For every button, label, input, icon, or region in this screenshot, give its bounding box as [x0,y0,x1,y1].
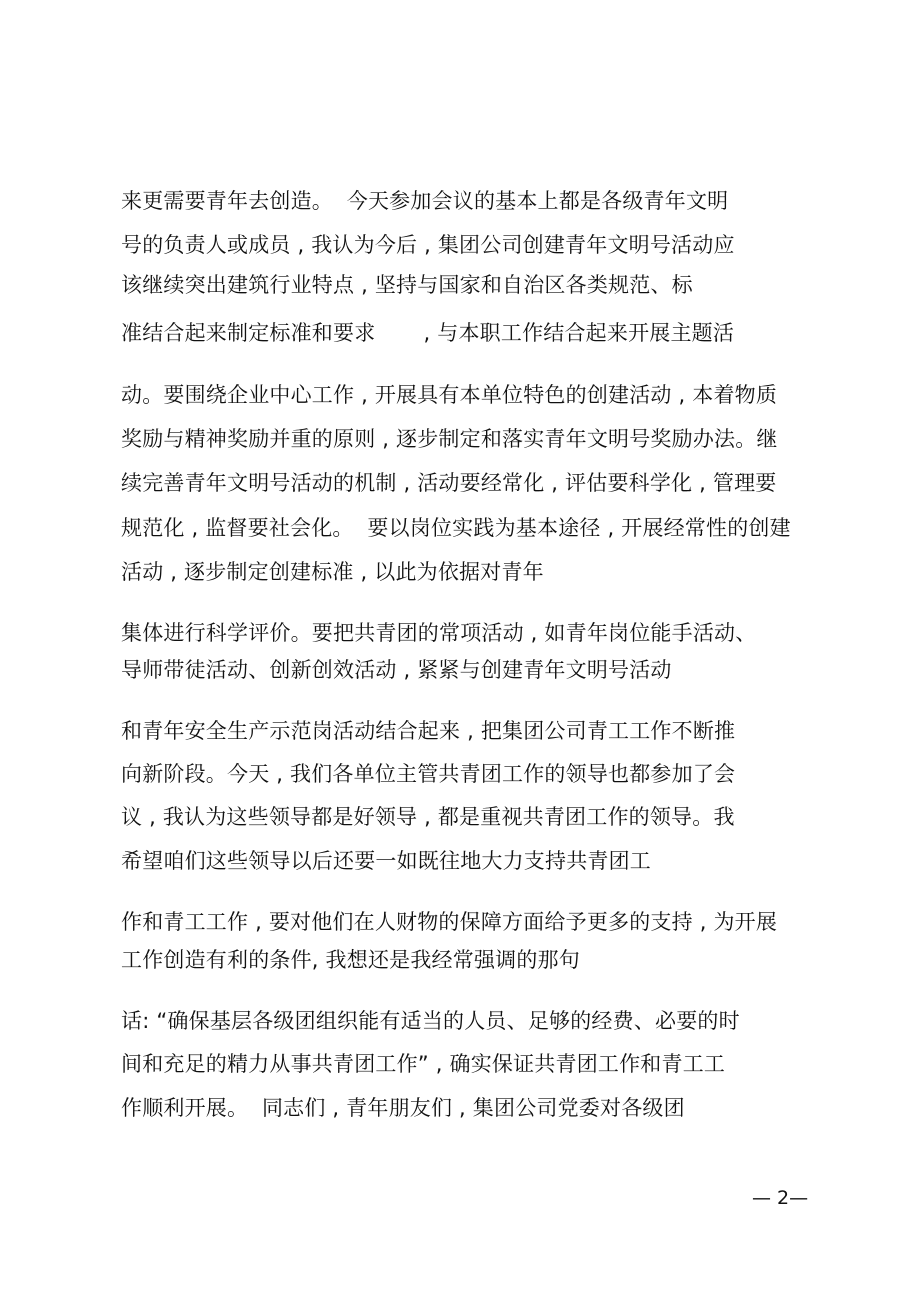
text-line-18: 话: “确保基层各级团组织能有适当的人员、足够的经费、必要的时 [121,1009,740,1033]
text-line-12: 和青年安全生产示范岗活动结合起来 , 把集团公司青工工作不断推 [121,719,736,743]
text-line-15: 希望咱们这些领导以后还要一如既往地大力支持共青团工 [121,849,651,873]
text-line-9: 活动 , 逐步制定创建标准 , 以此为依据对青年 [121,560,544,584]
page-number: — 2— [752,1187,809,1209]
text-line-13: 向新阶段。今天 , 我们各单位主管共青团工作的领导也都参加了会 [121,762,736,786]
text-line-11: 导师带徒活动、创新创效活动 , 紧紧与创建青年文明号活动 [121,658,672,682]
text-line-6: 奖励与精神奖励并重的原则 , 逐步制定和落实青年文明号奖励办法。继 [121,427,778,451]
text-line-16: 作和青工工作 , 要对他们在人财物的保障方面给予更多的支持 , 为开展 [121,910,778,934]
text-line-1: 来更需要青年去创造。 今天参加会议的基本上都是各级青年文明 [121,189,729,213]
text-line-3: 该继续突出建筑行业特点 , 坚持与国家和自治区各类规范、标 [121,273,693,297]
text-line-10: 集体进行科学评价。要把共青团的常项活动 , 如青年岗位能手活动、 [121,621,757,645]
text-line-17: 工作创造有利的条件, 我想还是我经常强调的那句 [121,948,580,972]
text-line-19: 间和充足的精力从事共青团工作” , 确实保证共青团工作和青工工 [121,1052,726,1076]
text-line-2: 号的负责人或成员 , 我认为今后 , 集团公司创建青年文明号活动应 [121,233,735,257]
text-line-8: 规范化 , 监督要社会化。 要以岗位实践为基本途径 , 开展经常性的创建 [121,516,791,540]
text-line-7: 续完善青年文明号活动的机制 , 活动要经常化 , 评估要科学化 , 管理要 [121,471,777,495]
text-line-20: 作顺利开展。 同志们 , 青年朋友们 , 集团公司党委对各级团 [121,1096,685,1120]
text-line-14: 议 , 我认为这些领导都是好领导 , 都是重视共青团工作的领导。我 [121,805,735,829]
text-line-4: 准结合起来制定标准和要求 , 与本职工作结合起来开展主题活 [121,321,735,345]
text-line-5: 动。要围绕企业中心工作 , 开展具有本单位特色的创建活动 , 本着物质 [121,383,778,407]
